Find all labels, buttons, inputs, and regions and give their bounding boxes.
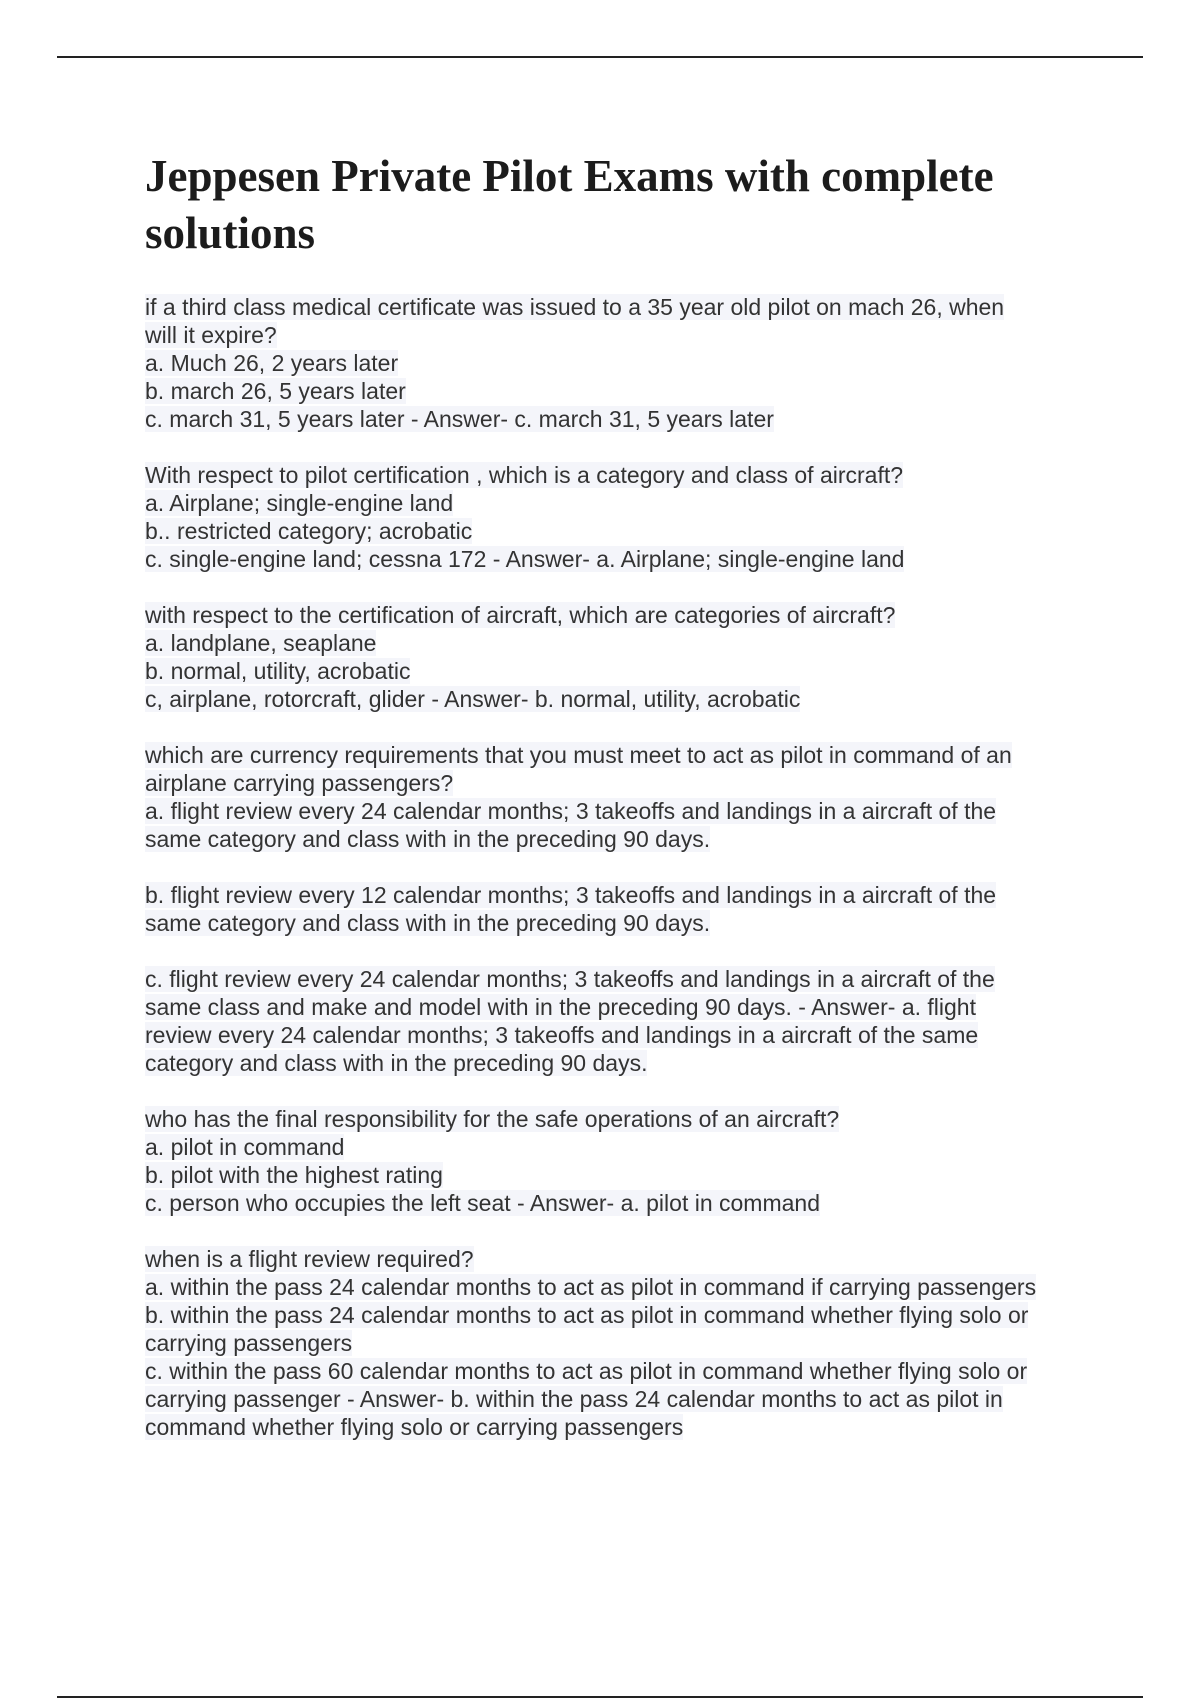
answer-line: category and class with in the preceding 90 days. bbox=[145, 1050, 648, 1076]
question-block-1 bbox=[145, 293, 1085, 433]
document-body bbox=[145, 148, 1085, 1469]
question-line: who has the final responsibility for the safe operations of an aircraft? bbox=[145, 1106, 840, 1132]
option-line: b. normal, utility, acrobatic bbox=[145, 658, 411, 684]
question-line: airplane carrying passengers? bbox=[145, 770, 454, 796]
question-line: with respect to the certification of aircraft, which are categories of aircraft? bbox=[145, 602, 896, 628]
option-line: c. within the pass 60 calendar months to act as pilot in command whether flying solo or bbox=[145, 1358, 1028, 1384]
option-line: a. within the pass 24 calendar months to act as pilot in command if carrying passengers bbox=[145, 1274, 1037, 1300]
bottom-rule bbox=[57, 1696, 1143, 1698]
option-line: a. flight review every 24 calendar months; 3 takeoffs and landings in a aircraft of the bbox=[145, 798, 997, 824]
option-line: a. pilot in command bbox=[145, 1134, 345, 1160]
option-line: c. flight review every 24 calendar months; 3 takeoffs and landings in a aircraft of the bbox=[145, 966, 995, 992]
question-block-4-option-b bbox=[145, 881, 1085, 937]
option-line: same category and class with in the preceding 90 days. bbox=[145, 826, 711, 852]
question-line: when is a flight review required? bbox=[145, 1246, 474, 1272]
question-line: if a third class medical certificate was issued to a 35 year old pilot on mach 26, when bbox=[145, 294, 1005, 320]
answer-line: review every 24 calendar months; 3 takeoffs and landings in a aircraft of the same bbox=[145, 1022, 979, 1048]
answer-line: command whether flying solo or carrying passengers bbox=[145, 1414, 684, 1440]
option-line: a. landplane, seaplane bbox=[145, 630, 377, 656]
option-line: a. Airplane; single-engine land bbox=[145, 490, 454, 516]
question-block-3 bbox=[145, 601, 1085, 713]
option-line: b. flight review every 12 calendar months; 3 takeoffs and landings in a aircraft of the bbox=[145, 882, 997, 908]
question-line: will it expire? bbox=[145, 322, 277, 348]
question-block-2 bbox=[145, 461, 1085, 573]
document-title bbox=[145, 148, 1085, 262]
answer-line: c. single-engine land; cessna 172 - Answer- a. Airplane; single-engine land bbox=[145, 546, 905, 572]
title-line-1: Jeppesen Private Pilot Exams with complete bbox=[145, 151, 994, 201]
top-rule bbox=[57, 56, 1143, 58]
option-line: same category and class with in the preceding 90 days. bbox=[145, 910, 711, 936]
question-block-5 bbox=[145, 1105, 1085, 1217]
question-block-6 bbox=[145, 1245, 1085, 1441]
question-line: which are currency requirements that you must meet to act as pilot in command of an bbox=[145, 742, 1012, 768]
question-line: With respect to pilot certification , which is a category and class of aircraft? bbox=[145, 462, 904, 488]
answer-line: c, airplane, rotorcraft, glider - Answer- b. normal, utility, acrobatic bbox=[145, 686, 801, 712]
answer-line: c. person who occupies the left seat - Answer- a. pilot in command bbox=[145, 1190, 820, 1216]
answer-line: same class and make and model with in the preceding 90 days. - Answer- a. flight bbox=[145, 994, 976, 1020]
option-line: carrying passengers bbox=[145, 1330, 353, 1356]
question-block-4-option-c bbox=[145, 965, 1085, 1077]
option-line: a. Much 26, 2 years later bbox=[145, 350, 399, 376]
option-line: b. within the pass 24 calendar months to act as pilot in command whether flying solo or bbox=[145, 1302, 1029, 1328]
option-line: b. march 26, 5 years later bbox=[145, 378, 406, 404]
answer-line: carrying passenger - Answer- b. within the pass 24 calendar months to act as pilot in bbox=[145, 1386, 1003, 1412]
answer-line: c. march 31, 5 years later - Answer- c. march 31, 5 years later bbox=[145, 406, 774, 432]
option-line: b.. restricted category; acrobatic bbox=[145, 518, 473, 544]
title-line-2: solutions bbox=[145, 208, 316, 258]
question-block-4 bbox=[145, 741, 1085, 853]
option-line: b. pilot with the highest rating bbox=[145, 1162, 443, 1188]
